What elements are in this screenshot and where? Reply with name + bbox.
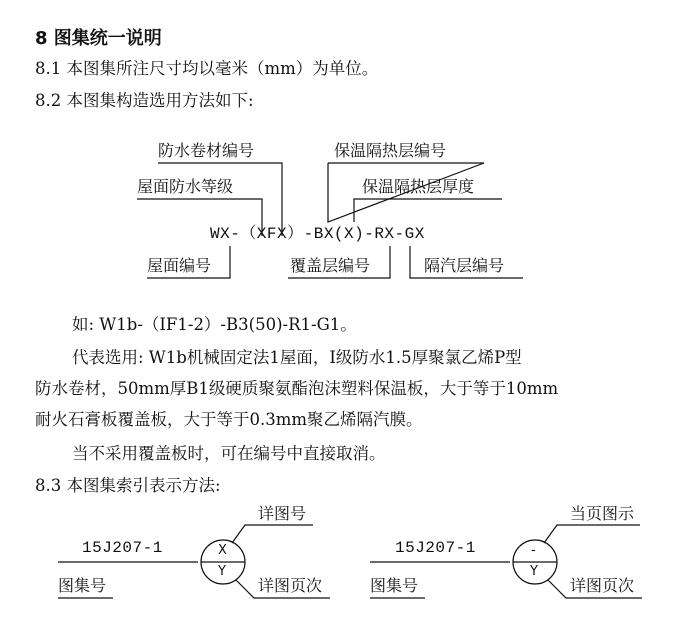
right-circle-bottom: Y: [530, 564, 538, 579]
section-title: 8 图集统一说明: [35, 28, 162, 49]
label-waterproof-material: 防水卷材编号: [158, 141, 255, 160]
right-label-current-page: 当页图示: [570, 504, 635, 523]
example-meaning-1: 代表选用: W1b机械固定法1屋面，Ⅰ级防水1.5厚聚氯乙烯P型: [72, 348, 522, 367]
label-waterproof-grade: 屋面防水等级: [137, 177, 234, 196]
left-atlas-code: 15J207-1: [82, 539, 163, 557]
example-note: 当不采用覆盖板时，可在编号中直接取消。: [72, 444, 386, 463]
example-meaning-3: 耐火石膏板覆盖板，大于等于0.3mm聚乙烯隔汽膜。: [35, 410, 423, 429]
label-roof-no: 屋面编号: [147, 256, 212, 275]
right-atlas-code: 15J207-1: [395, 539, 476, 557]
example-line: 如: W1b-（ⅠF1-2）-B3(50)-R1-G1。: [72, 315, 357, 334]
label-cover-no: 覆盖层编号: [290, 256, 371, 275]
left-label-detail-no: 详图号: [258, 504, 307, 523]
example-meaning-2: 防水卷材，50mm厚B1级硬质聚氨酯泡沫塑料保温板，大于等于10mm: [35, 379, 559, 398]
left-circle-bottom: Y: [218, 564, 226, 579]
label-insulation-thickness: 保温隔热层厚度: [362, 177, 475, 196]
left-label-detail-page: 详图页次: [258, 576, 323, 595]
note-8-2: 8.2 本图集构造选用方法如下:: [35, 91, 254, 110]
code-pattern: WX-（XFX）-BX(X)-RX-GX: [210, 225, 425, 243]
label-vapor-no: 隔汽层编号: [424, 256, 505, 275]
label-insulation-no: 保温隔热层编号: [334, 141, 447, 160]
left-label-atlas-no: 图集号: [58, 576, 107, 595]
right-circle-top: -: [531, 543, 536, 558]
note-8-1: 8.1 本图集所注尺寸均以毫米（mm）为单位。: [35, 59, 379, 78]
right-label-atlas-no: 图集号: [370, 576, 419, 595]
right-label-detail-page: 详图页次: [570, 576, 635, 595]
note-8-3: 8.3 本图集索引表示方法:: [35, 476, 221, 495]
left-circle-top: X: [218, 543, 227, 558]
